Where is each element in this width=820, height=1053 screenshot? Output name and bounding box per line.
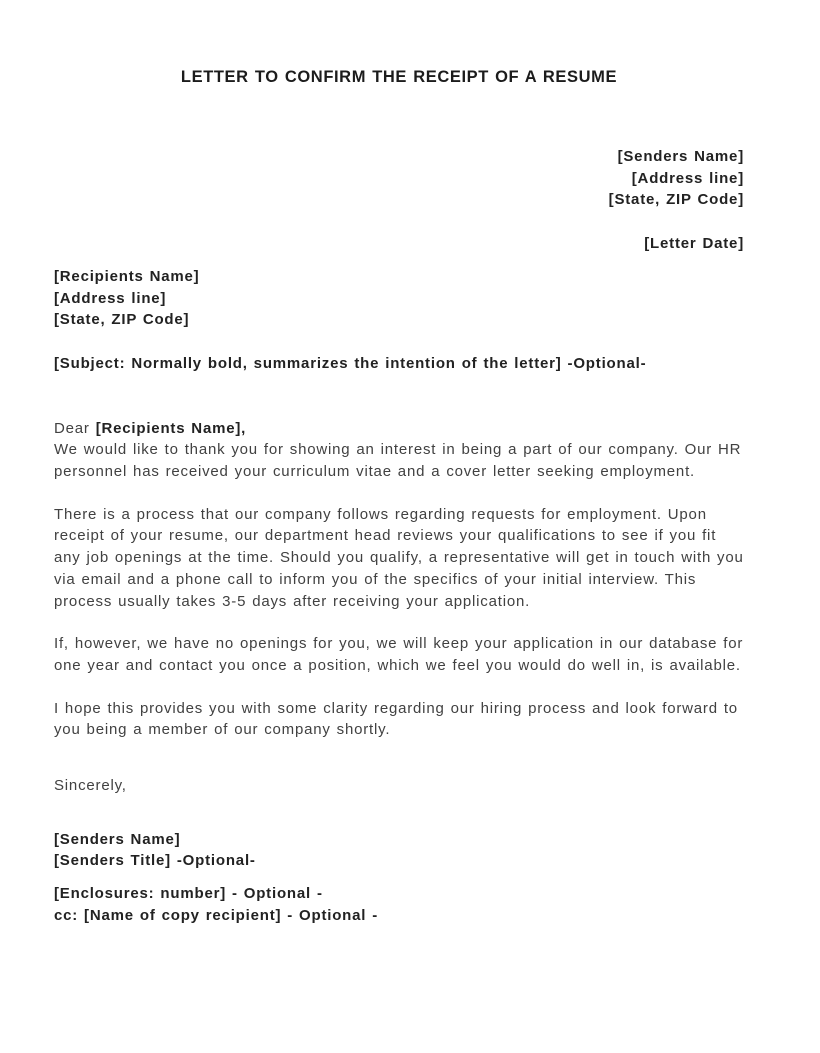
paragraph-opening <box>54 418 744 483</box>
recipient-state-zip: [State, ZIP Code] <box>54 311 190 329</box>
recipient-address-block <box>54 266 744 331</box>
enclosures-cc-block <box>54 883 744 926</box>
sender-state-zip: [State, ZIP Code] <box>608 191 744 209</box>
letter-date: [Letter Date] <box>644 235 744 253</box>
salutation-prefix: Dear <box>54 419 96 437</box>
page-title: LETTER TO CONFIRM THE RECEIPT OF A RESUME <box>180 68 618 86</box>
signature-block <box>54 829 744 872</box>
sender-address-block <box>54 146 744 211</box>
sender-address-line: [Address line] <box>631 169 744 187</box>
signature-sender-title: [Senders Title] -Optional- <box>54 852 256 870</box>
salutation-recipient-name: [Recipients Name], <box>95 419 247 437</box>
cc-line: cc: [Name of copy recipient] - Optional - <box>54 906 379 924</box>
paragraph-4: I hope this provides you with some clarity regarding our hiring process and look forward to you being a member of our company shortly. <box>54 699 738 739</box>
paragraph-3: If, however, we have no openings for you, we will keep your application in our database for one year and contact you once a position, which we feel you would do well in, is available. <box>54 635 744 674</box>
recipient-address-line: [Address line] <box>54 289 167 307</box>
enclosures-line: [Enclosures: number] - Optional - <box>54 885 323 903</box>
paragraph-2: There is a process that our company follows regarding requests for employment. Upon receipt of your resume, our department head reviews your qualifications to see if you fit any job openings at the time. Should you qualify, a representative will get in touch with you via email and a phone call to inform you of the specifics of your initial interview. This process usually takes 3-5 days after receiving your application. <box>54 505 744 610</box>
recipient-name: [Recipients Name] <box>54 267 200 285</box>
sender-name: [Senders Name] <box>617 148 744 165</box>
signature-sender-name: [Senders Name] <box>54 830 181 848</box>
paragraph-1-text: We would like to thank you for showing an interest in being a part of our company. Our HR personnel has received your curriculum vitae and a cover letter seeking employment. <box>54 441 742 481</box>
subject-line: [Subject: Normally bold, summarizes the intention of the letter] -Optional- <box>54 354 647 372</box>
closing-salutation: Sincerely, <box>54 777 127 795</box>
